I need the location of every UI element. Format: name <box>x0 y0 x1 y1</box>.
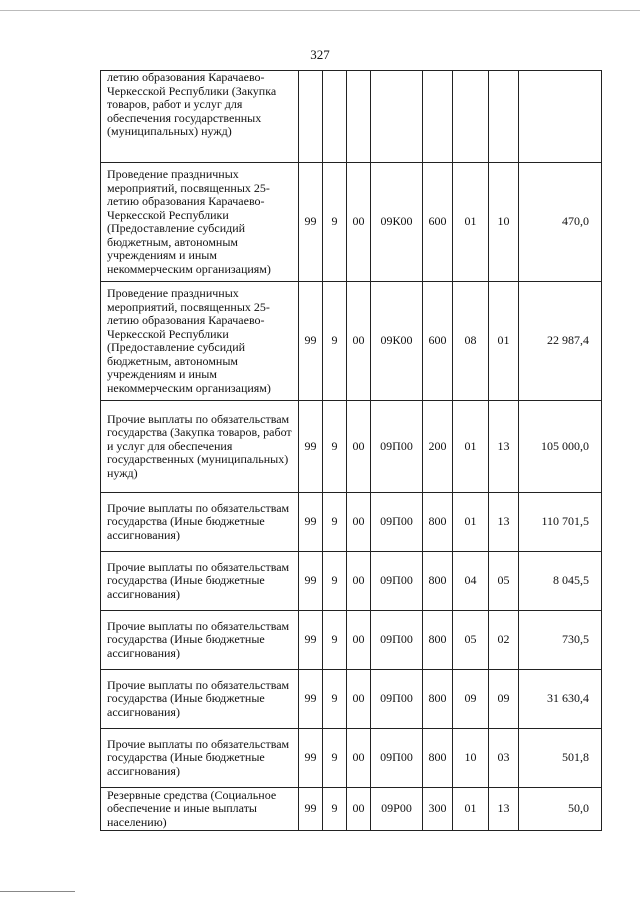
amount-cell: 110 701,5 <box>519 493 602 552</box>
page-top-edge <box>0 10 640 11</box>
section-cell: 01 <box>453 788 489 831</box>
code-cell-5: 200 <box>423 401 453 493</box>
subsection-cell: 01 <box>489 282 519 401</box>
code-cell-5: 800 <box>423 670 453 729</box>
section-cell: 09 <box>453 670 489 729</box>
section-cell <box>453 71 489 163</box>
code-cell-5: 600 <box>423 163 453 282</box>
code-cell-4 <box>371 71 423 163</box>
code-cell-3: 00 <box>347 163 371 282</box>
section-cell: 10 <box>453 729 489 788</box>
amount-cell: 105 000,0 <box>519 401 602 493</box>
subsection-cell: 10 <box>489 163 519 282</box>
amount-cell: 501,8 <box>519 729 602 788</box>
code-cell-1: 99 <box>299 729 323 788</box>
table-row <box>101 282 602 401</box>
code-cell-1: 99 <box>299 282 323 401</box>
code-cell-3: 00 <box>347 670 371 729</box>
table-row <box>101 401 602 493</box>
description-cell: Проведение праздничных мероприятий, посвященных 25-летию образования Карачаево-Черкесской Республики (Предоставление субсидий бюджетным, автономным учреждениям и иным некоммерческим организациям) <box>101 163 299 282</box>
code-cell-2: 9 <box>323 401 347 493</box>
subsection-cell: 05 <box>489 552 519 611</box>
code-cell-2: 9 <box>323 670 347 729</box>
subsection-cell: 13 <box>489 401 519 493</box>
code-cell-2: 9 <box>323 282 347 401</box>
code-cell-4: 09П00 <box>371 670 423 729</box>
description-cell: Прочие выплаты по обязательствам государства (Иные бюджетные ассигнования) <box>101 670 299 729</box>
code-cell-4: 09П00 <box>371 493 423 552</box>
code-cell-5: 300 <box>423 788 453 831</box>
code-cell-5 <box>423 71 453 163</box>
description-cell: Прочие выплаты по обязательствам государства (Иные бюджетные ассигнования) <box>101 611 299 670</box>
code-cell-4: 09К00 <box>371 163 423 282</box>
code-cell-2: 9 <box>323 163 347 282</box>
code-cell-5: 800 <box>423 729 453 788</box>
section-cell: 08 <box>453 282 489 401</box>
code-cell-4: 09П00 <box>371 552 423 611</box>
code-cell-3: 00 <box>347 552 371 611</box>
code-cell-4: 09П00 <box>371 611 423 670</box>
subsection-cell: 09 <box>489 670 519 729</box>
description-cell: Прочие выплаты по обязательствам государства (Закупка товаров, работ и услуг для обеспечения государственных (муниципальных) нужд) <box>101 401 299 493</box>
subsection-cell: 13 <box>489 788 519 831</box>
code-cell-1: 99 <box>299 670 323 729</box>
code-cell-1: 99 <box>299 401 323 493</box>
code-cell-1: 99 <box>299 493 323 552</box>
table-row <box>101 552 602 611</box>
code-cell-2 <box>323 71 347 163</box>
description-cell: Прочие выплаты по обязательствам государства (Иные бюджетные ассигнования) <box>101 493 299 552</box>
table-row <box>101 788 602 831</box>
code-cell-3 <box>347 71 371 163</box>
code-cell-3: 00 <box>347 729 371 788</box>
table-row <box>101 493 602 552</box>
description-cell: Прочие выплаты по обязательствам государства (Иные бюджетные ассигнования) <box>101 552 299 611</box>
amount-cell: 8 045,5 <box>519 552 602 611</box>
code-cell-2: 9 <box>323 611 347 670</box>
code-cell-5: 800 <box>423 611 453 670</box>
page-number: 327 <box>310 47 330 62</box>
code-cell-2: 9 <box>323 729 347 788</box>
subsection-cell <box>489 71 519 163</box>
amount-cell: 730,5 <box>519 611 602 670</box>
code-cell-5: 800 <box>423 552 453 611</box>
section-cell: 01 <box>453 163 489 282</box>
code-cell-5: 800 <box>423 493 453 552</box>
section-cell: 05 <box>453 611 489 670</box>
code-cell-3: 00 <box>347 493 371 552</box>
table-row <box>101 670 602 729</box>
section-cell: 04 <box>453 552 489 611</box>
amount-cell: 50,0 <box>519 788 602 831</box>
amount-cell: 22 987,4 <box>519 282 602 401</box>
subsection-cell: 02 <box>489 611 519 670</box>
code-cell-4: 09П00 <box>371 729 423 788</box>
code-cell-4: 09П00 <box>371 401 423 493</box>
code-cell-1: 99 <box>299 163 323 282</box>
table-row <box>101 163 602 282</box>
section-cell: 01 <box>453 401 489 493</box>
section-cell: 01 <box>453 493 489 552</box>
subsection-cell: 03 <box>489 729 519 788</box>
footnote-line <box>0 891 75 892</box>
code-cell-1: 99 <box>299 552 323 611</box>
description-cell: Резервные средства (Социальное обеспечение и иные выплаты населению) <box>101 788 299 831</box>
amount-cell: 470,0 <box>519 163 602 282</box>
code-cell-2: 9 <box>323 552 347 611</box>
description-cell: летию образования Карачаево-Черкесской Республики (Закупка товаров, работ и услуг для обеспечения государственных (муниципальных) нужд) <box>101 71 299 163</box>
budget-table <box>100 70 602 831</box>
code-cell-3: 00 <box>347 788 371 831</box>
code-cell-3: 00 <box>347 401 371 493</box>
code-cell-1 <box>299 71 323 163</box>
description-cell: Проведение праздничных мероприятий, посвященных 25-летию образования Карачаево-Черкесской Республики (Предоставление субсидий бюджетным, автономным учреждениям и иным некоммерческим организациям) <box>101 282 299 401</box>
amount-cell <box>519 71 602 163</box>
code-cell-1: 99 <box>299 611 323 670</box>
table-row <box>101 729 602 788</box>
table-row <box>101 611 602 670</box>
description-cell: Прочие выплаты по обязательствам государства (Иные бюджетные ассигнования) <box>101 729 299 788</box>
code-cell-5: 600 <box>423 282 453 401</box>
code-cell-3: 00 <box>347 611 371 670</box>
table-row <box>101 71 602 163</box>
code-cell-4: 09К00 <box>371 282 423 401</box>
subsection-cell: 13 <box>489 493 519 552</box>
code-cell-2: 9 <box>323 788 347 831</box>
code-cell-2: 9 <box>323 493 347 552</box>
code-cell-4: 09Р00 <box>371 788 423 831</box>
code-cell-3: 00 <box>347 282 371 401</box>
amount-cell: 31 630,4 <box>519 670 602 729</box>
code-cell-1: 99 <box>299 788 323 831</box>
